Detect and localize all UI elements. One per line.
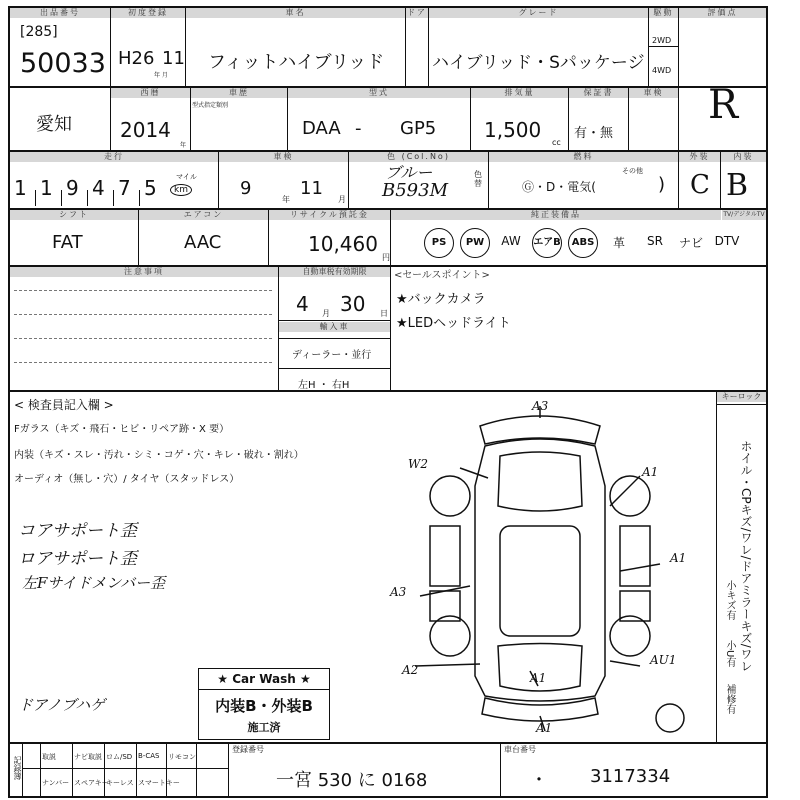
color-code: B593M bbox=[382, 180, 449, 201]
header-mileage: 走行 bbox=[10, 152, 218, 162]
header-recycle: リサイクル預託金 bbox=[269, 210, 390, 220]
fuel-close: ) bbox=[658, 174, 666, 195]
header-first-reg: 初度登録 bbox=[111, 8, 185, 18]
equipment-item: PS bbox=[424, 228, 454, 258]
footer-side-label: 記録簿 bbox=[13, 756, 22, 780]
chassis-dot: ・ bbox=[530, 770, 548, 791]
header-equipment: 純正装備品 bbox=[391, 210, 721, 220]
footer-check-item: リモコン bbox=[168, 753, 196, 761]
header-model: 型式 bbox=[288, 88, 470, 98]
legend-main: ホイル・CPキズ/ワレ/ドアミラーキズ/ワレ bbox=[739, 440, 753, 672]
equipment-item: DTV bbox=[714, 234, 740, 248]
mileage-digit: 1 bbox=[40, 176, 53, 200]
legend-small-scratch: 小キズ有 bbox=[724, 580, 735, 620]
header-aircon: エアコン bbox=[139, 210, 268, 220]
inspection-line-3: オーディオ（無し・穴）/ タイヤ（スタッドレス） bbox=[14, 474, 240, 485]
header-warranty: 保証書 bbox=[569, 88, 628, 98]
model-small: 型式指定類別 bbox=[192, 102, 229, 109]
header-car-name: 車名 bbox=[186, 8, 405, 18]
header-exterior: 外装 bbox=[679, 152, 720, 162]
displacement: 1,500 bbox=[484, 118, 542, 142]
footer-check-item: スペアキー bbox=[74, 779, 109, 787]
model-dash: - bbox=[355, 118, 362, 139]
handwritten-note-4: ドアノブハゲ bbox=[18, 696, 106, 714]
footer-check-item: ナビ取説 bbox=[74, 753, 102, 761]
mileage-digit: 9 bbox=[66, 176, 79, 200]
year: 2014 bbox=[120, 118, 171, 142]
drive-4wd: 4WD bbox=[652, 66, 672, 75]
lot-number: 50033 bbox=[20, 48, 106, 79]
handwritten-note-1: コアサポート歪 bbox=[18, 521, 137, 541]
header-notes: 注意事項 bbox=[10, 267, 278, 277]
mark-a2: A2 bbox=[402, 663, 419, 677]
footer-check-item: B-CAS bbox=[138, 752, 160, 760]
mark-a1-rear-bumper: A1 bbox=[536, 721, 553, 735]
model-code: GP5 bbox=[400, 118, 437, 139]
expiry-month: 4 bbox=[296, 292, 309, 316]
import-dealer: ディーラー・並行 bbox=[292, 350, 372, 361]
equipment-item: ABS bbox=[568, 228, 598, 258]
sales-point-1: ★バックカメラ bbox=[396, 292, 486, 307]
recycle-fee: 10,460 bbox=[308, 232, 378, 256]
inspection-month: 11 bbox=[300, 178, 323, 199]
header-fuel: 燃料 bbox=[489, 152, 678, 162]
yen-unit: 円 bbox=[382, 253, 390, 262]
header-key: キーロック bbox=[717, 392, 766, 402]
mark-a1-rear: A1 bbox=[530, 671, 547, 685]
warranty: 有・無 bbox=[574, 126, 614, 141]
header-import: 輸入車 bbox=[279, 322, 390, 332]
equipment-item: ナビ bbox=[678, 236, 703, 250]
mileage-digit: 5 bbox=[144, 176, 157, 200]
color-name: ブルー bbox=[385, 163, 433, 182]
shift: FAT bbox=[52, 232, 83, 253]
expiry-day-unit: 日 bbox=[380, 309, 388, 318]
first-reg-unit: 年 月 bbox=[154, 72, 168, 79]
footer-check-item: スマートキー bbox=[138, 779, 180, 787]
header-grade: グレード bbox=[429, 8, 648, 18]
frame-right bbox=[766, 6, 768, 798]
mark-a1-right-side: A1 bbox=[670, 551, 687, 565]
header-type: 車検 bbox=[629, 88, 678, 98]
handwritten-note-2: ロアサポート歪 bbox=[18, 549, 137, 569]
first-reg-era: H26 bbox=[118, 48, 155, 69]
car-wash-done: 施工済 bbox=[247, 721, 281, 734]
mark-a1-right-front: A1 bbox=[642, 465, 659, 479]
mileage-digit: 4 bbox=[92, 176, 105, 200]
km-label: km bbox=[170, 184, 192, 196]
mark-au1: AU1 bbox=[650, 653, 677, 667]
header-displacement: 排気量 bbox=[471, 88, 568, 98]
car-damage-diagram bbox=[360, 396, 716, 740]
equipment-item: 革 bbox=[612, 236, 625, 250]
sales-point-2: ★LEDヘッドライト bbox=[396, 316, 511, 331]
header-expiry: 自動車税有効期限 bbox=[279, 267, 390, 277]
mark-w2: W2 bbox=[408, 457, 428, 471]
equipment-item: AW bbox=[501, 234, 521, 248]
header-color: 色 (Col.No) bbox=[349, 152, 488, 162]
legend-repaired: 補修有 bbox=[724, 684, 735, 714]
fuel-other-label: その他 bbox=[622, 167, 643, 175]
lot-sub: [285] bbox=[20, 24, 58, 40]
model-prefix: DAA bbox=[302, 118, 341, 139]
header-shift: シフト bbox=[10, 210, 138, 220]
header-score: 評価点 bbox=[679, 8, 766, 18]
inspection-line-1: Fガラス（キズ・飛石・ヒビ・リペア跡・X 要） bbox=[14, 424, 230, 435]
first-reg-month: 11 bbox=[162, 48, 185, 69]
grade: ハイブリッド・Sパッケージ bbox=[432, 53, 645, 73]
year-unit: 年 bbox=[180, 142, 187, 149]
mark-a3-left: A3 bbox=[390, 585, 407, 599]
fuel: Ⓖ・D・電気( bbox=[522, 180, 596, 194]
mileage-digit: 7 bbox=[118, 176, 131, 200]
mileage-digit: 1 bbox=[14, 176, 27, 200]
header-inspection: 車検 bbox=[219, 152, 348, 162]
frame-left bbox=[8, 6, 10, 798]
chassis-label: 車台番号 bbox=[504, 745, 536, 754]
chassis-number: 3117334 bbox=[590, 766, 671, 787]
drive-2wd: 2WD bbox=[652, 36, 672, 45]
inspection-line-2: 内装（キズ・スレ・汚れ・シミ・コゲ・穴・キレ・破れ・割れ） bbox=[14, 450, 304, 461]
sales-point-label: <セールスポイント> bbox=[394, 270, 490, 281]
car-wash-box bbox=[198, 668, 330, 740]
footer-check-item: ナンバー bbox=[42, 779, 70, 787]
expiry-month-unit: 月 bbox=[322, 309, 330, 318]
header-lot: 出品番号 bbox=[10, 8, 110, 18]
equipment-item: エアB bbox=[532, 228, 562, 258]
cc-unit: cc bbox=[552, 138, 561, 147]
header-year: 西暦 bbox=[111, 88, 190, 98]
steering: 左H ・ 右H bbox=[298, 380, 350, 391]
expiry-day: 30 bbox=[340, 292, 366, 316]
registration-number: 一宮 530 に 0168 bbox=[276, 770, 428, 791]
equipment-item: SR bbox=[647, 234, 663, 248]
aircon: AAC bbox=[184, 232, 222, 253]
header-history: 車歴 bbox=[191, 88, 287, 98]
header-interior: 内装 bbox=[721, 152, 766, 162]
inspection-title: < 検査員記入欄 > bbox=[14, 398, 114, 412]
footer-check-item: キーレス bbox=[106, 779, 134, 787]
inspection-year-unit: 年 bbox=[282, 195, 290, 204]
car-wash-body: 内装B・外装B bbox=[215, 697, 313, 715]
reg-label: 登録番号 bbox=[232, 745, 264, 754]
area: 愛知 bbox=[36, 114, 72, 135]
mark-a3-front: A3 bbox=[532, 399, 549, 413]
header-door: ドア bbox=[407, 8, 427, 17]
score-value: R bbox=[708, 82, 739, 128]
header-drive: 駆動 bbox=[649, 8, 678, 18]
legend-small-dent: 小U有 bbox=[724, 640, 735, 668]
exterior-grade: C bbox=[690, 170, 710, 200]
interior-grade: B bbox=[726, 168, 749, 203]
header-dtv: TV/デジタルTV bbox=[723, 211, 765, 218]
car-name: フィットハイブリッド bbox=[208, 52, 385, 73]
handwritten-note-3: 左Fサイドメンバー歪 bbox=[22, 574, 166, 592]
equipment-item: PW bbox=[460, 228, 490, 258]
inspection-month-unit: 月 bbox=[338, 195, 346, 204]
mile-label: マイル bbox=[176, 173, 197, 181]
footer-check-item: 取説 bbox=[42, 753, 56, 761]
car-wash-title: ★ Car Wash ★ bbox=[199, 672, 329, 690]
color-change: 色替 bbox=[474, 170, 482, 188]
footer-check-item: ロム/SD bbox=[106, 753, 133, 761]
inspection-year: 9 bbox=[240, 178, 252, 199]
